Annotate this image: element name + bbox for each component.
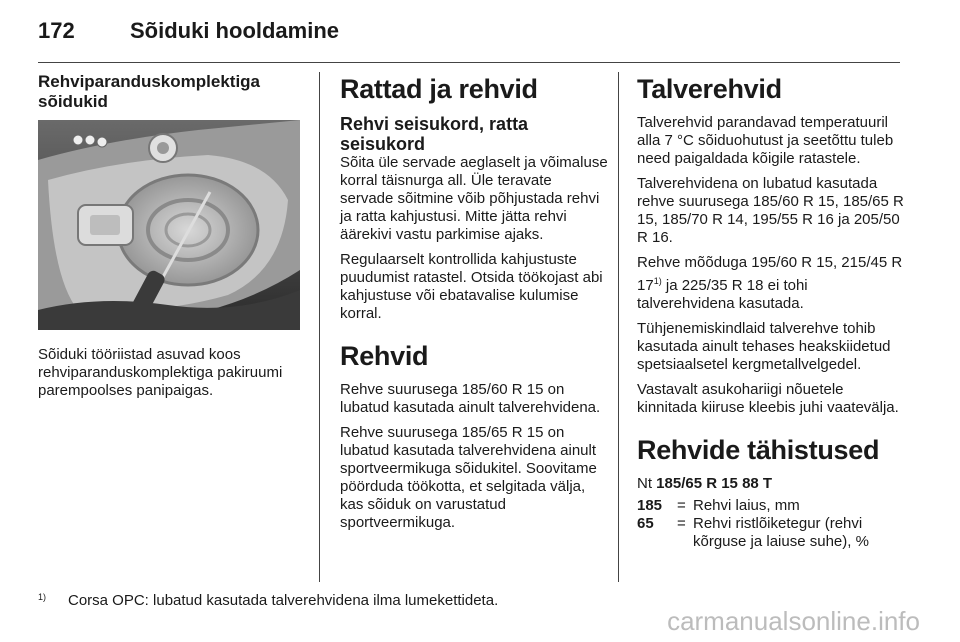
example-line xyxy=(637,475,905,493)
paragraph: Rehve suurusega 185/65 R 15 on lubatud kasutada talverehvidena ainult sportveermikuga sõidukitel. Soovitame pöörduda töökotta, et selgitada välja, kas sõiduk on varustatud sportveermikuga. xyxy=(340,424,597,531)
definition-key: 65 xyxy=(637,515,654,532)
definition-key: 185 xyxy=(637,497,663,514)
definition-value: Rehvi ristlõiketegur (rehvi kõrguse ja laiuse suhe), % xyxy=(693,515,869,550)
paragraph: Sõita üle servade aeglaselt ja võimaluse korral täisnurga all. Üle teravate servade sõitmine võib põhjustada rehvi ja ratta kahjustusi. Mitte jätta rehvi äärekivi vastu parkimise ajaks. xyxy=(340,154,608,243)
footnote-text: Corsa OPC: lubatud kasutada talverehvidena ilma lumekettideta. xyxy=(68,592,499,609)
page-number: 172 xyxy=(38,18,75,43)
paragraph-text: ja 225/35 R 18 ei tohi talverehvidena kasutada. xyxy=(637,277,808,312)
footnote-mark: 1) xyxy=(38,592,47,602)
paragraph xyxy=(637,254,905,313)
caption: Sõiduki tööriistad asuvad koos rehviparanduskomplektiga pakiruumi parempoolses panipaigas. xyxy=(38,346,283,399)
page-header xyxy=(38,18,339,44)
chapter-title: Sõiduki hooldamine xyxy=(130,18,340,43)
left-column xyxy=(38,72,306,407)
subheading: Rehvi seisukord, ratta seisukord xyxy=(340,114,529,154)
section-heading: Rehviparanduskomplektiga sõidukid xyxy=(38,72,261,111)
section-title: Rattad ja rehvid xyxy=(340,74,538,104)
paragraph: Talverehvid parandavad temperatuuril alla 7 °C sõiduohutust ja seetõttu tuleb need paigaldada kõigile ratastele. xyxy=(637,114,894,167)
right-column xyxy=(637,72,905,551)
example-code: 185/65 R 15 88 T xyxy=(656,475,773,492)
definition-row xyxy=(637,497,905,515)
middle-column xyxy=(340,72,608,539)
paragraph: Talverehvidena on lubatud kasutada rehve suurusega 185/60 R 15, 185/65 R 15, 185/70 R 14, 195/55 R 16 ja 205/50 R 16. xyxy=(637,175,904,246)
definition-value: Rehvi laius, mm xyxy=(693,497,800,514)
definition-equals: = xyxy=(677,497,686,514)
column-divider xyxy=(618,72,619,582)
paragraph: Vastavalt asukohariigi nõuetele kinnitada kiiruse kleebis juhi vaatevälja. xyxy=(637,381,899,416)
section-title: Talverehvid xyxy=(637,74,782,104)
paragraph: Rehve suurusega 185/60 R 15 on lubatud kasutada ainult talverehvidena. xyxy=(340,381,601,416)
paragraph: Tühjenemiskindlaid talverehve tohib kasutada ainult tehases heakskiidetud spetsiaalsetel kergmetallvelgedel. xyxy=(637,320,891,373)
section-title: Rehvide tähistused xyxy=(637,435,880,465)
paragraph: Regulaarselt kontrollida kahjustuste puudumist ratastel. Otsida töökojast abi kahjustuse või ebatavalise kulumise korral. xyxy=(340,251,603,322)
paragraph-text: Rehve mõõduga 195/60 R 15, 215/45 R 17 xyxy=(637,254,903,294)
tool-storage-illustration xyxy=(38,120,300,330)
header-rule xyxy=(38,62,900,63)
footnote-reference: 1) xyxy=(653,276,662,286)
definition-row xyxy=(637,515,905,551)
footnote xyxy=(38,592,498,609)
column-divider xyxy=(319,72,320,582)
watermark: carmanualsonline.info xyxy=(667,606,920,636)
definition-equals: = xyxy=(677,515,686,532)
definition-list xyxy=(637,497,905,551)
example-prefix: Nt xyxy=(637,475,657,492)
section-title: Rehvid xyxy=(340,341,429,371)
